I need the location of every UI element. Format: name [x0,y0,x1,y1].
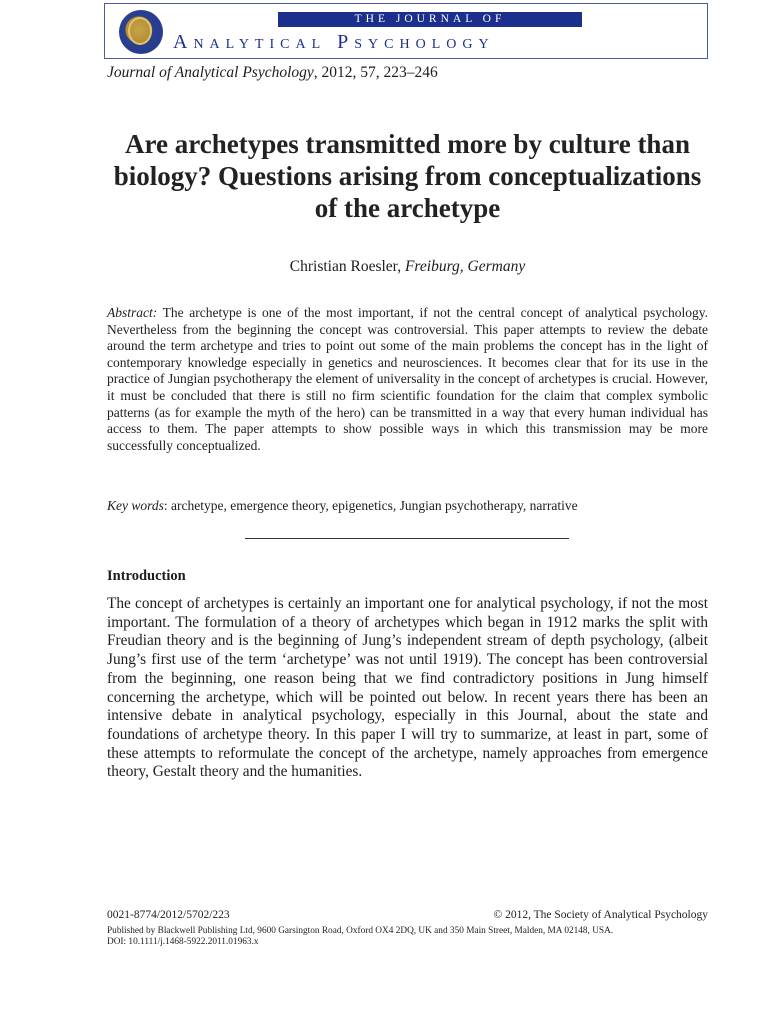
footer-publisher: Published by Blackwell Publishing Ltd, 9600 Garsington Road, Oxford OX4 2DQ, UK and 350 Main Street, Malden, MA 02148, USA. [107,926,614,936]
journal-masthead [104,3,708,59]
section-divider [245,538,569,539]
author-name: Christian Roesler, [289,258,402,275]
footer-doi: DOI: 10.1111/j.1468-5922.2011.01963.x [107,937,259,947]
footer-issn: 0021-8774/2012/5702/223 [107,909,230,921]
citation-details: , 2012, 57, 223–246 [313,64,438,81]
journal-logo-figure [128,17,152,45]
citation-journal: Journal of Analytical Psychology [107,64,314,81]
abstract-paragraph [107,305,708,454]
author-affiliation: Freiburg, Germany [404,258,526,275]
introduction-paragraph: The concept of archetypes is certainly an important one for analytical psychology, if not the most important. The formulation of a theory of archetypes which began in 1912 marks the split with Freudian theory and is the beginning of Jung’s independent stream of depth psychology, (albeit Jung’s first use of the term ‘archetype’ was not until 1919). The concept has been controversial from the beginning, one reason being that we find contradictory positions in Jung himself concerning the archetype, which will be pointed out below. In recent years there has been an intensive debate in analytical psychology, especially in this Journal, about the state and foundations of archetype theory. In this paper I will try to summarize, at least in part, some of these attempts to reformulate the concept of the archetype, namely approaches from emergence theory, Gestalt theory and the humanities. [107,595,708,781]
author-line [110,258,705,276]
article-title: Are archetypes transmitted more by culture than biology? Questions arising from conceptualizations of the archetype [113,129,702,223]
masthead-journal-of: THE JOURNAL OF [278,12,582,27]
keywords-line [107,498,708,514]
masthead-journal-name: Analytical Psychology [173,31,495,53]
introduction-heading: Introduction [107,568,186,584]
footer-copyright: © 2012, The Society of Analytical Psychology [493,909,708,921]
journal-citation [107,64,438,82]
keywords-text: : archetype, emergence theory, epigenetics, Jungian psychotherapy, narrative [163,498,578,513]
abstract-label: Abstract: [107,305,158,320]
abstract-text: The archetype is one of the most important, if not the central concept of analytical psychology. Nevertheless from the beginning the concept was controversial. This paper attempts to review the debate around the term archetype and tries to point out some of the main problems the concept has in the light of contemporary knowledge especially in genetics and neurosciences. It becomes clear that for its use in the practice of Jungian psychotherapy the element of universality in the concept of archetypes is crucial. However, it must be concluded that there is still no firm scientific foundation for the claim that complex symbolic patterns (as for example the myth of the hero) can be transmitted in a way that every human individual has access to them. The paper attempts to show possible ways in which this transmission may be more successfully conceptualized. [107,305,708,453]
journal-logo-emblem [119,10,163,54]
footer-publisher-block [107,926,613,948]
keywords-label: Key words [107,498,164,513]
